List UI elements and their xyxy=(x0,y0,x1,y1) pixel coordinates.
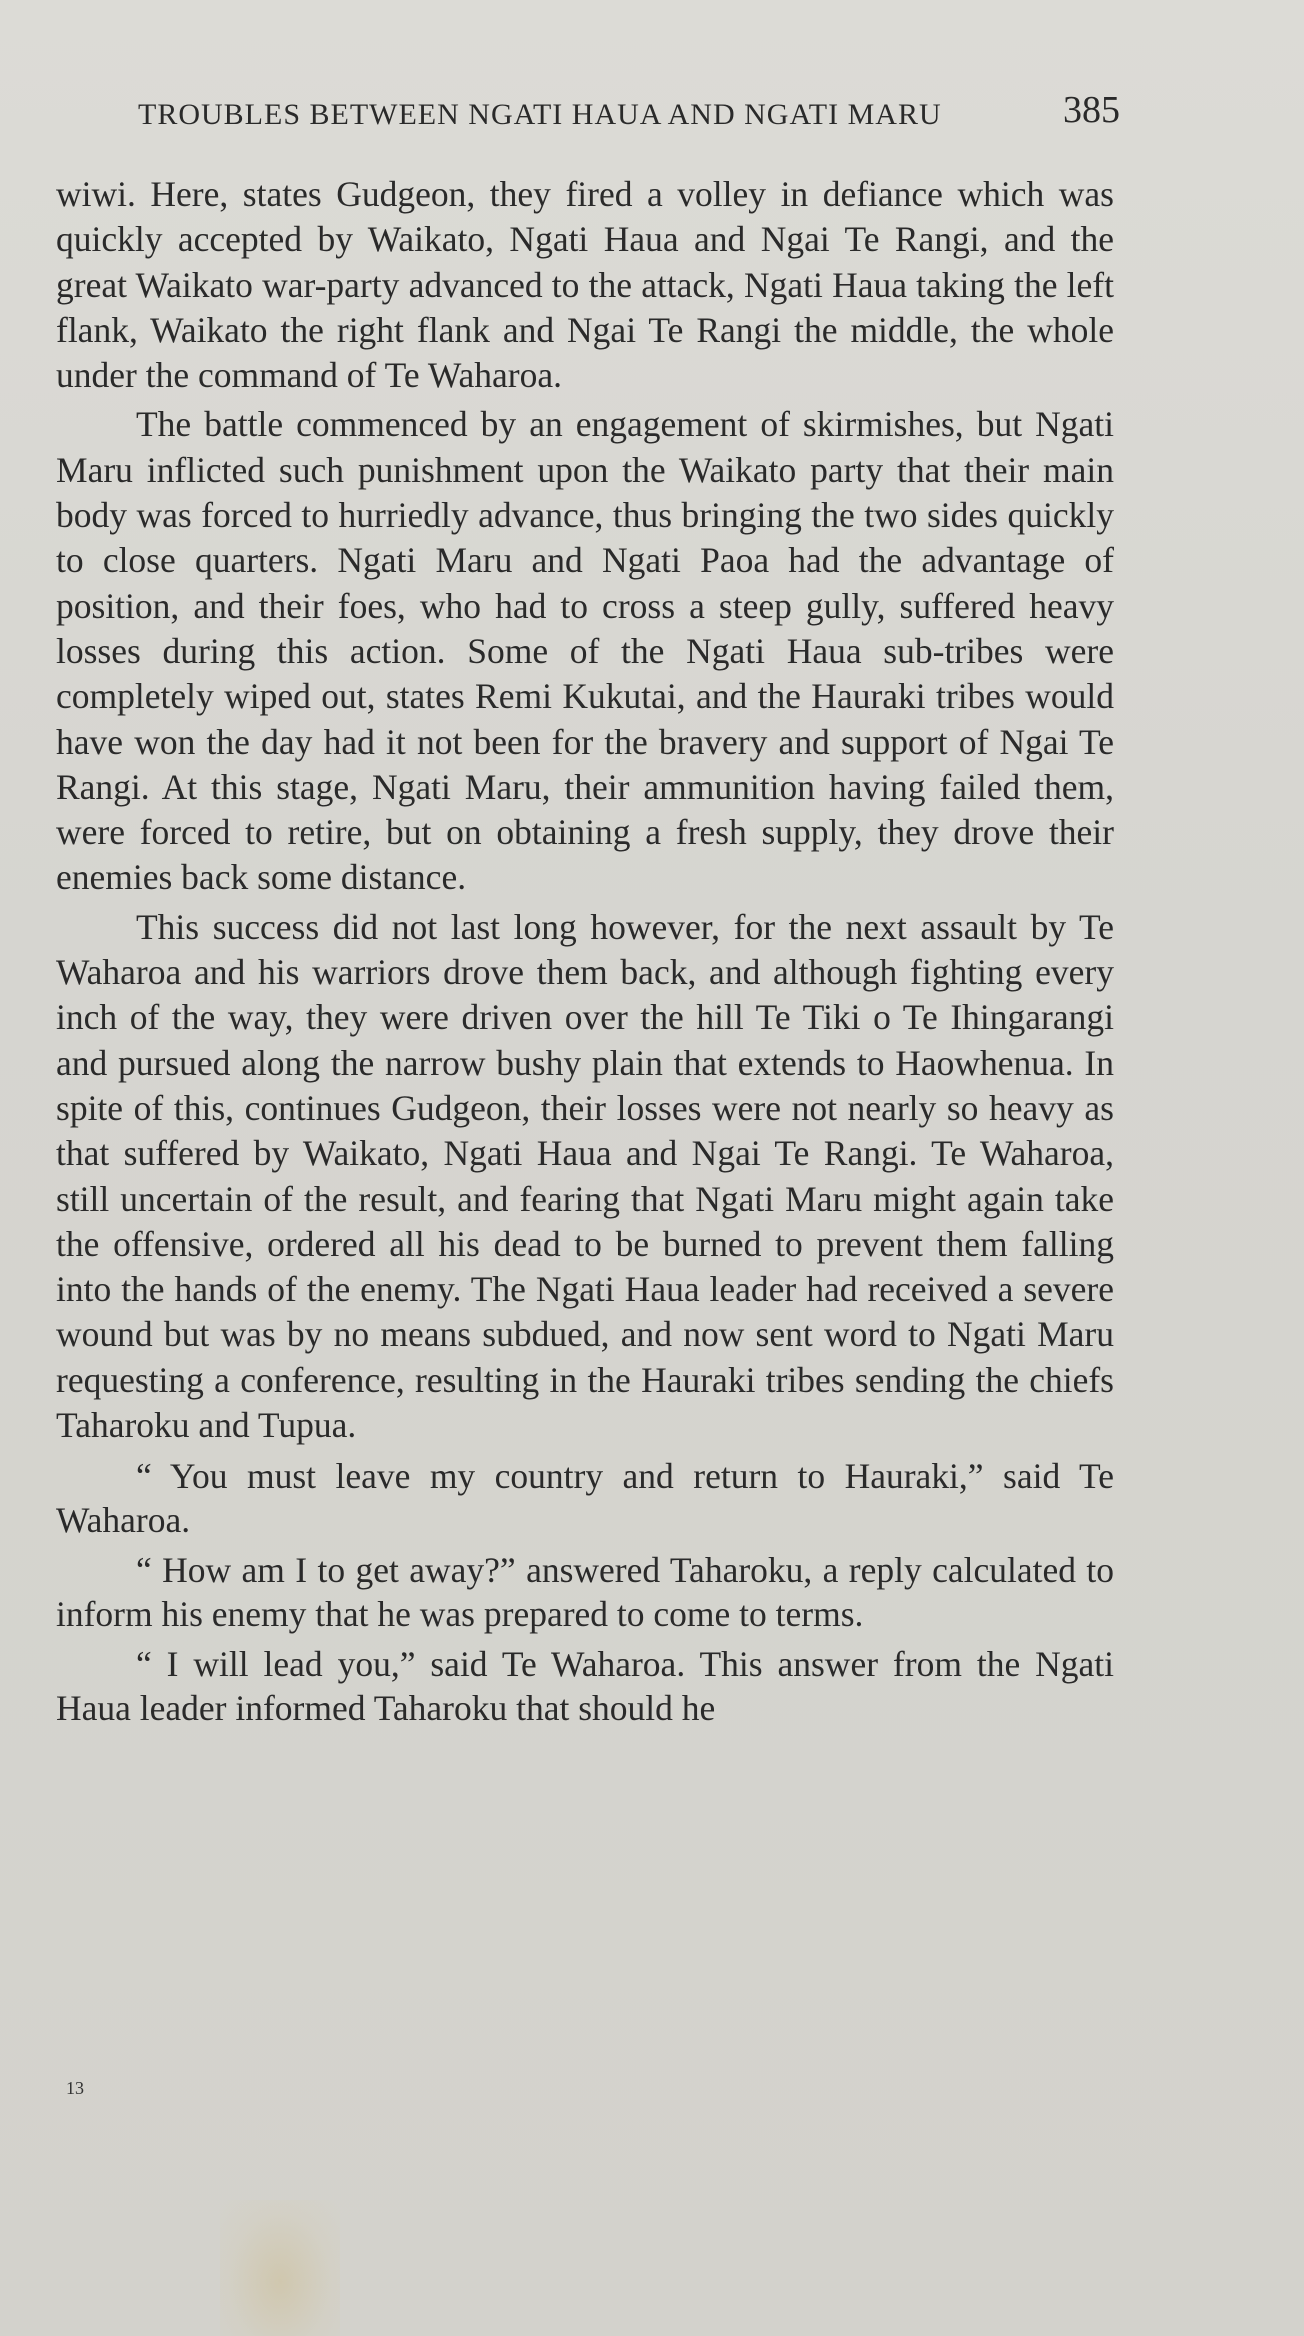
paragraph-3: This success did not last long however, for the next assault by Te Waharoa and his warriors drove them back, and although fighting every inch of the way, they were driven over the hill Te Tiki o Te Ihingarangi and pursued along the narrow bushy plain that extends to Haowhenua. In spite of this, continues Gudgeon, their losses were not nearly so heavy as that suffered by Waikato, Ngati Haua and Ngai Te Rangi. Te Waharoa, still uncertain of the result, and fearing that Ngati Maru might again take the offensive, ordered all his dead to be burned to prevent them falling into the hands of the enemy. The Ngati Haua leader had received a severe wound but was by no means subdued, and now sent word to Ngati Maru requesting a conference, resulting in the Hauraki tribes sending the chiefs Taharoku and Tupua. xyxy=(56,906,1114,1446)
page-header xyxy=(138,88,1120,140)
paragraph-2: The battle commenced by an engagement of skirmishes, but Ngati Maru inflicted such punishment upon the Waikato party that their main body was forced to hurriedly advance, thus bringing the two sides quickly to close quarters. Ngati Maru and Ngati Paoa had the advantage of position, and their foes, who had to cross a steep gully, suffered heavy losses during this action. Some of the Ngati Haua sub-tribes were completely wiped out, states Remi Kukutai, and the Hauraki tribes would have won the day had it not been for the bravery and support of Ngai Te Rangi. At this stage, Ngati Maru, their ammunition having failed them, were forced to retire, but on obtaining a fresh supply, they drove their enemies back some distance. xyxy=(56,404,1114,898)
page-number: 385 xyxy=(1063,89,1120,131)
paragraph-1: wiwi. Here, states Gudgeon, they fired a volley in defiance which was quickly accepted by Waikato, Ngati Haua and Ngai Te Rangi, and the great Waikato war-party advanced to the attack, Ngati Haua taking the left flank, Waikato the right flank and Ngai Te Rangi the middle, the whole under the command of Te Waharoa. xyxy=(56,174,1114,396)
dialogue-2: “ How am I to get away?” answered Taharoku, a reply calculated to inform his enemy that he was prepared to come to terms. xyxy=(56,1550,1114,1635)
dialogue-3: “ I will lead you,” said Te Waharoa. This answer from the Ngati Haua leader informed Taharoku that should he xyxy=(56,1644,1114,1729)
running-title: TROUBLES BETWEEN NGATI HAUA AND NGATI MARU xyxy=(138,98,942,131)
signature-mark: 13 xyxy=(66,2078,84,2098)
paper-stain xyxy=(220,2200,340,2336)
body-text xyxy=(56,172,1114,1736)
dialogue-1: “ You must leave my country and return to Hauraki,” said Te Waharoa. xyxy=(56,1456,1114,1541)
